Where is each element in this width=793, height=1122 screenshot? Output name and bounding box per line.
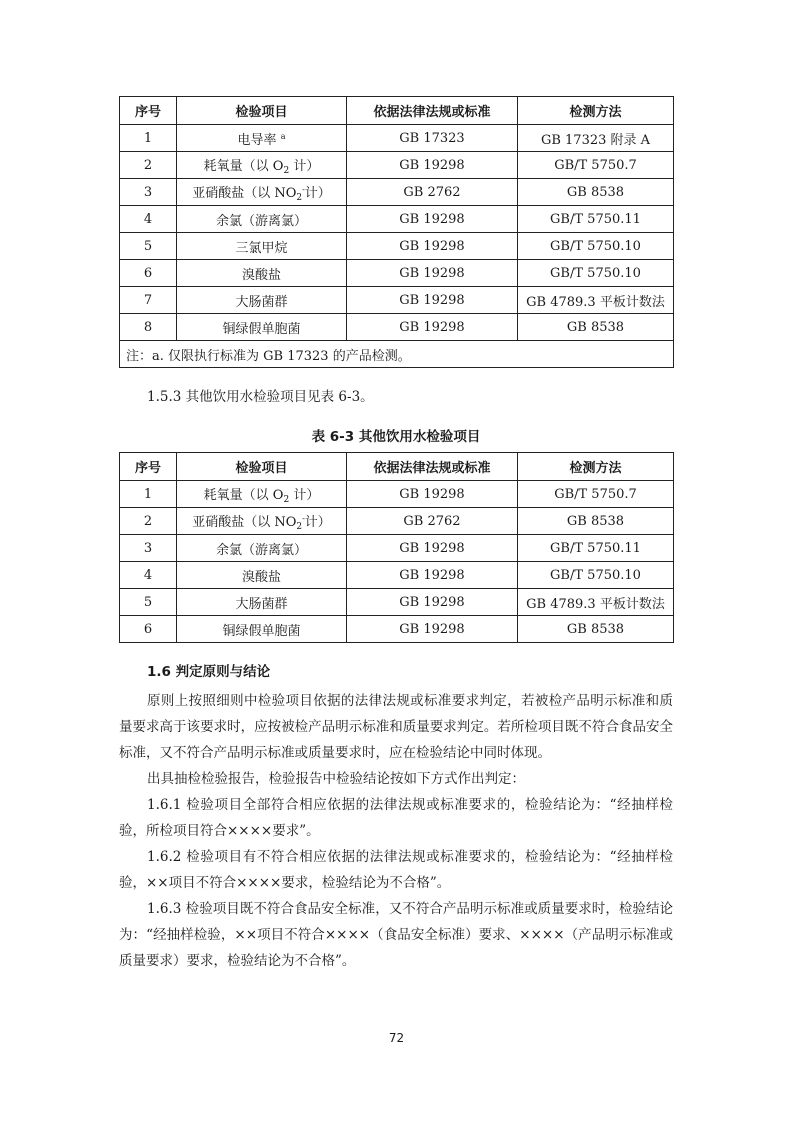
cell-no: 2 xyxy=(120,152,177,179)
cell-item: 余氯（游离氯） xyxy=(177,535,347,562)
cell-basis: GB 19298 xyxy=(347,616,518,643)
header-method: 检测方法 xyxy=(518,97,674,125)
cell-method: GB 4789.3 平板计数法 xyxy=(518,589,674,616)
cell-item: 余氯（游离氯） xyxy=(177,206,347,233)
header-item: 检验项目 xyxy=(177,453,347,481)
table-row xyxy=(120,616,674,643)
cell-method: GB/T 5750.10 xyxy=(518,233,674,260)
cell-basis: GB 17323 xyxy=(347,125,518,152)
cell-method: GB 8538 xyxy=(518,314,674,341)
table-row xyxy=(120,481,674,508)
cell-item: 耗氧量（以 $O_2$ 计） xyxy=(177,152,347,179)
cell-basis: GB 19298 xyxy=(347,481,518,508)
table-row xyxy=(120,287,674,314)
cell-basis: GB 19298 xyxy=(347,260,518,287)
cell-method: GB/T 5750.11 xyxy=(518,535,674,562)
table-row xyxy=(120,152,674,179)
cell-no: 7 xyxy=(120,287,177,314)
cell-basis: GB 19298 xyxy=(347,287,518,314)
cell-no: 5 xyxy=(120,589,177,616)
cell-no: 3 xyxy=(120,179,177,206)
cell-method: GB 17323 附录 A xyxy=(518,125,674,152)
header-no: 序号 xyxy=(120,453,177,481)
header-basis: 依据法律法规或标准 xyxy=(347,97,518,125)
table-row xyxy=(120,589,674,616)
cell-method: GB 4789.3 平板计数法 xyxy=(518,287,674,314)
page-number: 72 xyxy=(388,1031,405,1045)
cell-basis: GB 19298 xyxy=(347,589,518,616)
cell-no: 4 xyxy=(120,562,177,589)
table-note-row xyxy=(120,341,674,368)
paragraph-principle: 原则上按照细则中检验项目依据的法律法规或标准要求判定，若被检产品明示标准和质量要求高于该要求时，应按被检产品明示标准和质量要求判定。若所检项目既不符合食品安全标准，又不符合产品明示标准或质量要求时，应在检验结论中同时体现。 xyxy=(119,693,673,761)
cell-method: GB/T 5750.10 xyxy=(518,260,674,287)
cell-no: 5 xyxy=(120,233,177,260)
paragraph-1-5-3: 1.5.3 其他饮用水检验项目见表 6-3。 xyxy=(147,389,374,405)
cell-no: 6 xyxy=(120,260,177,287)
cell-basis: GB 19298 xyxy=(347,314,518,341)
table-header-row xyxy=(120,453,674,481)
cell-item: 电导率 $^a$ xyxy=(177,125,347,152)
cell-method: GB/T 5750.7 xyxy=(518,481,674,508)
table-6-3-title: 表 6-3 其他饮用水检验项目 xyxy=(311,429,481,445)
cell-item: 铜绿假单胞菌 xyxy=(177,314,347,341)
table-note: 注：a. 仅限执行标准为 GB 17323 的产品检测。 xyxy=(120,341,674,368)
paragraph-1-6-3: 1.6.3 检验项目既不符合食品安全标准，又不符合产品明示标准或质量要求时，检验结论为：“经抽样检验，××项目不符合××××（食品安全标准）要求、××××（产品明示标准或质量要求）要求，检验结论为不合格”。 xyxy=(119,901,673,969)
cell-basis: GB 2762 xyxy=(347,508,518,535)
table-row xyxy=(120,535,674,562)
header-basis: 依据法律法规或标准 xyxy=(347,453,518,481)
cell-method: GB/T 5750.11 xyxy=(518,206,674,233)
cell-item: 亚硝酸盐（以 $NO_2^-$计） xyxy=(177,508,347,535)
header-no: 序号 xyxy=(120,97,177,125)
table-header-row xyxy=(120,97,674,125)
cell-method: GB 8538 xyxy=(518,508,674,535)
cell-method: GB 8538 xyxy=(518,179,674,206)
inspection-items-table-6-3 xyxy=(119,452,674,643)
paragraph-report: 出具抽检检验报告，检验报告中检验结论按如下方式作出判定： xyxy=(147,771,525,787)
cell-method: GB/T 5750.10 xyxy=(518,562,674,589)
section-heading-1-6: 1.6 判定原则与结论 xyxy=(147,664,271,680)
table-row xyxy=(120,260,674,287)
cell-item: 亚硝酸盐（以 $NO_2^-$计） xyxy=(177,179,347,206)
cell-basis: GB 19298 xyxy=(347,562,518,589)
table-row xyxy=(120,508,674,535)
table-row xyxy=(120,206,674,233)
cell-no: 3 xyxy=(120,535,177,562)
table-row xyxy=(120,125,674,152)
header-method: 检测方法 xyxy=(518,453,674,481)
cell-no: 2 xyxy=(120,508,177,535)
cell-item: 三氯甲烷 xyxy=(177,233,347,260)
cell-basis: GB 19298 xyxy=(347,206,518,233)
cell-item: 溴酸盐 xyxy=(177,562,347,589)
cell-basis: GB 2762 xyxy=(347,179,518,206)
paragraph-1-6-2: 1.6.2 检验项目有不符合相应依据的法律法规或标准要求的，检验结论为：“经抽样检验，××项目不符合××××要求，检验结论为不合格”。 xyxy=(119,849,673,891)
cell-item: 耗氧量（以 $O_2$ 计） xyxy=(177,481,347,508)
cell-item: 溴酸盐 xyxy=(177,260,347,287)
table-row xyxy=(120,179,674,206)
inspection-items-table-1 xyxy=(119,96,674,368)
header-item: 检验项目 xyxy=(177,97,347,125)
cell-item: 大肠菌群 xyxy=(177,589,347,616)
cell-no: 4 xyxy=(120,206,177,233)
cell-basis: GB 19298 xyxy=(347,535,518,562)
cell-item: 铜绿假单胞菌 xyxy=(177,616,347,643)
cell-no: 1 xyxy=(120,481,177,508)
cell-method: GB 8538 xyxy=(518,616,674,643)
table-row xyxy=(120,314,674,341)
table-row xyxy=(120,233,674,260)
cell-method: GB/T 5750.7 xyxy=(518,152,674,179)
paragraph-1-6-1: 1.6.1 检验项目全部符合相应依据的法律法规或标准要求的，检验结论为：“经抽样检验，所检项目符合××××要求”。 xyxy=(119,797,673,839)
table-row xyxy=(120,562,674,589)
cell-basis: GB 19298 xyxy=(347,152,518,179)
cell-no: 8 xyxy=(120,314,177,341)
cell-no: 1 xyxy=(120,125,177,152)
cell-basis: GB 19298 xyxy=(347,233,518,260)
cell-item: 大肠菌群 xyxy=(177,287,347,314)
cell-no: 6 xyxy=(120,616,177,643)
